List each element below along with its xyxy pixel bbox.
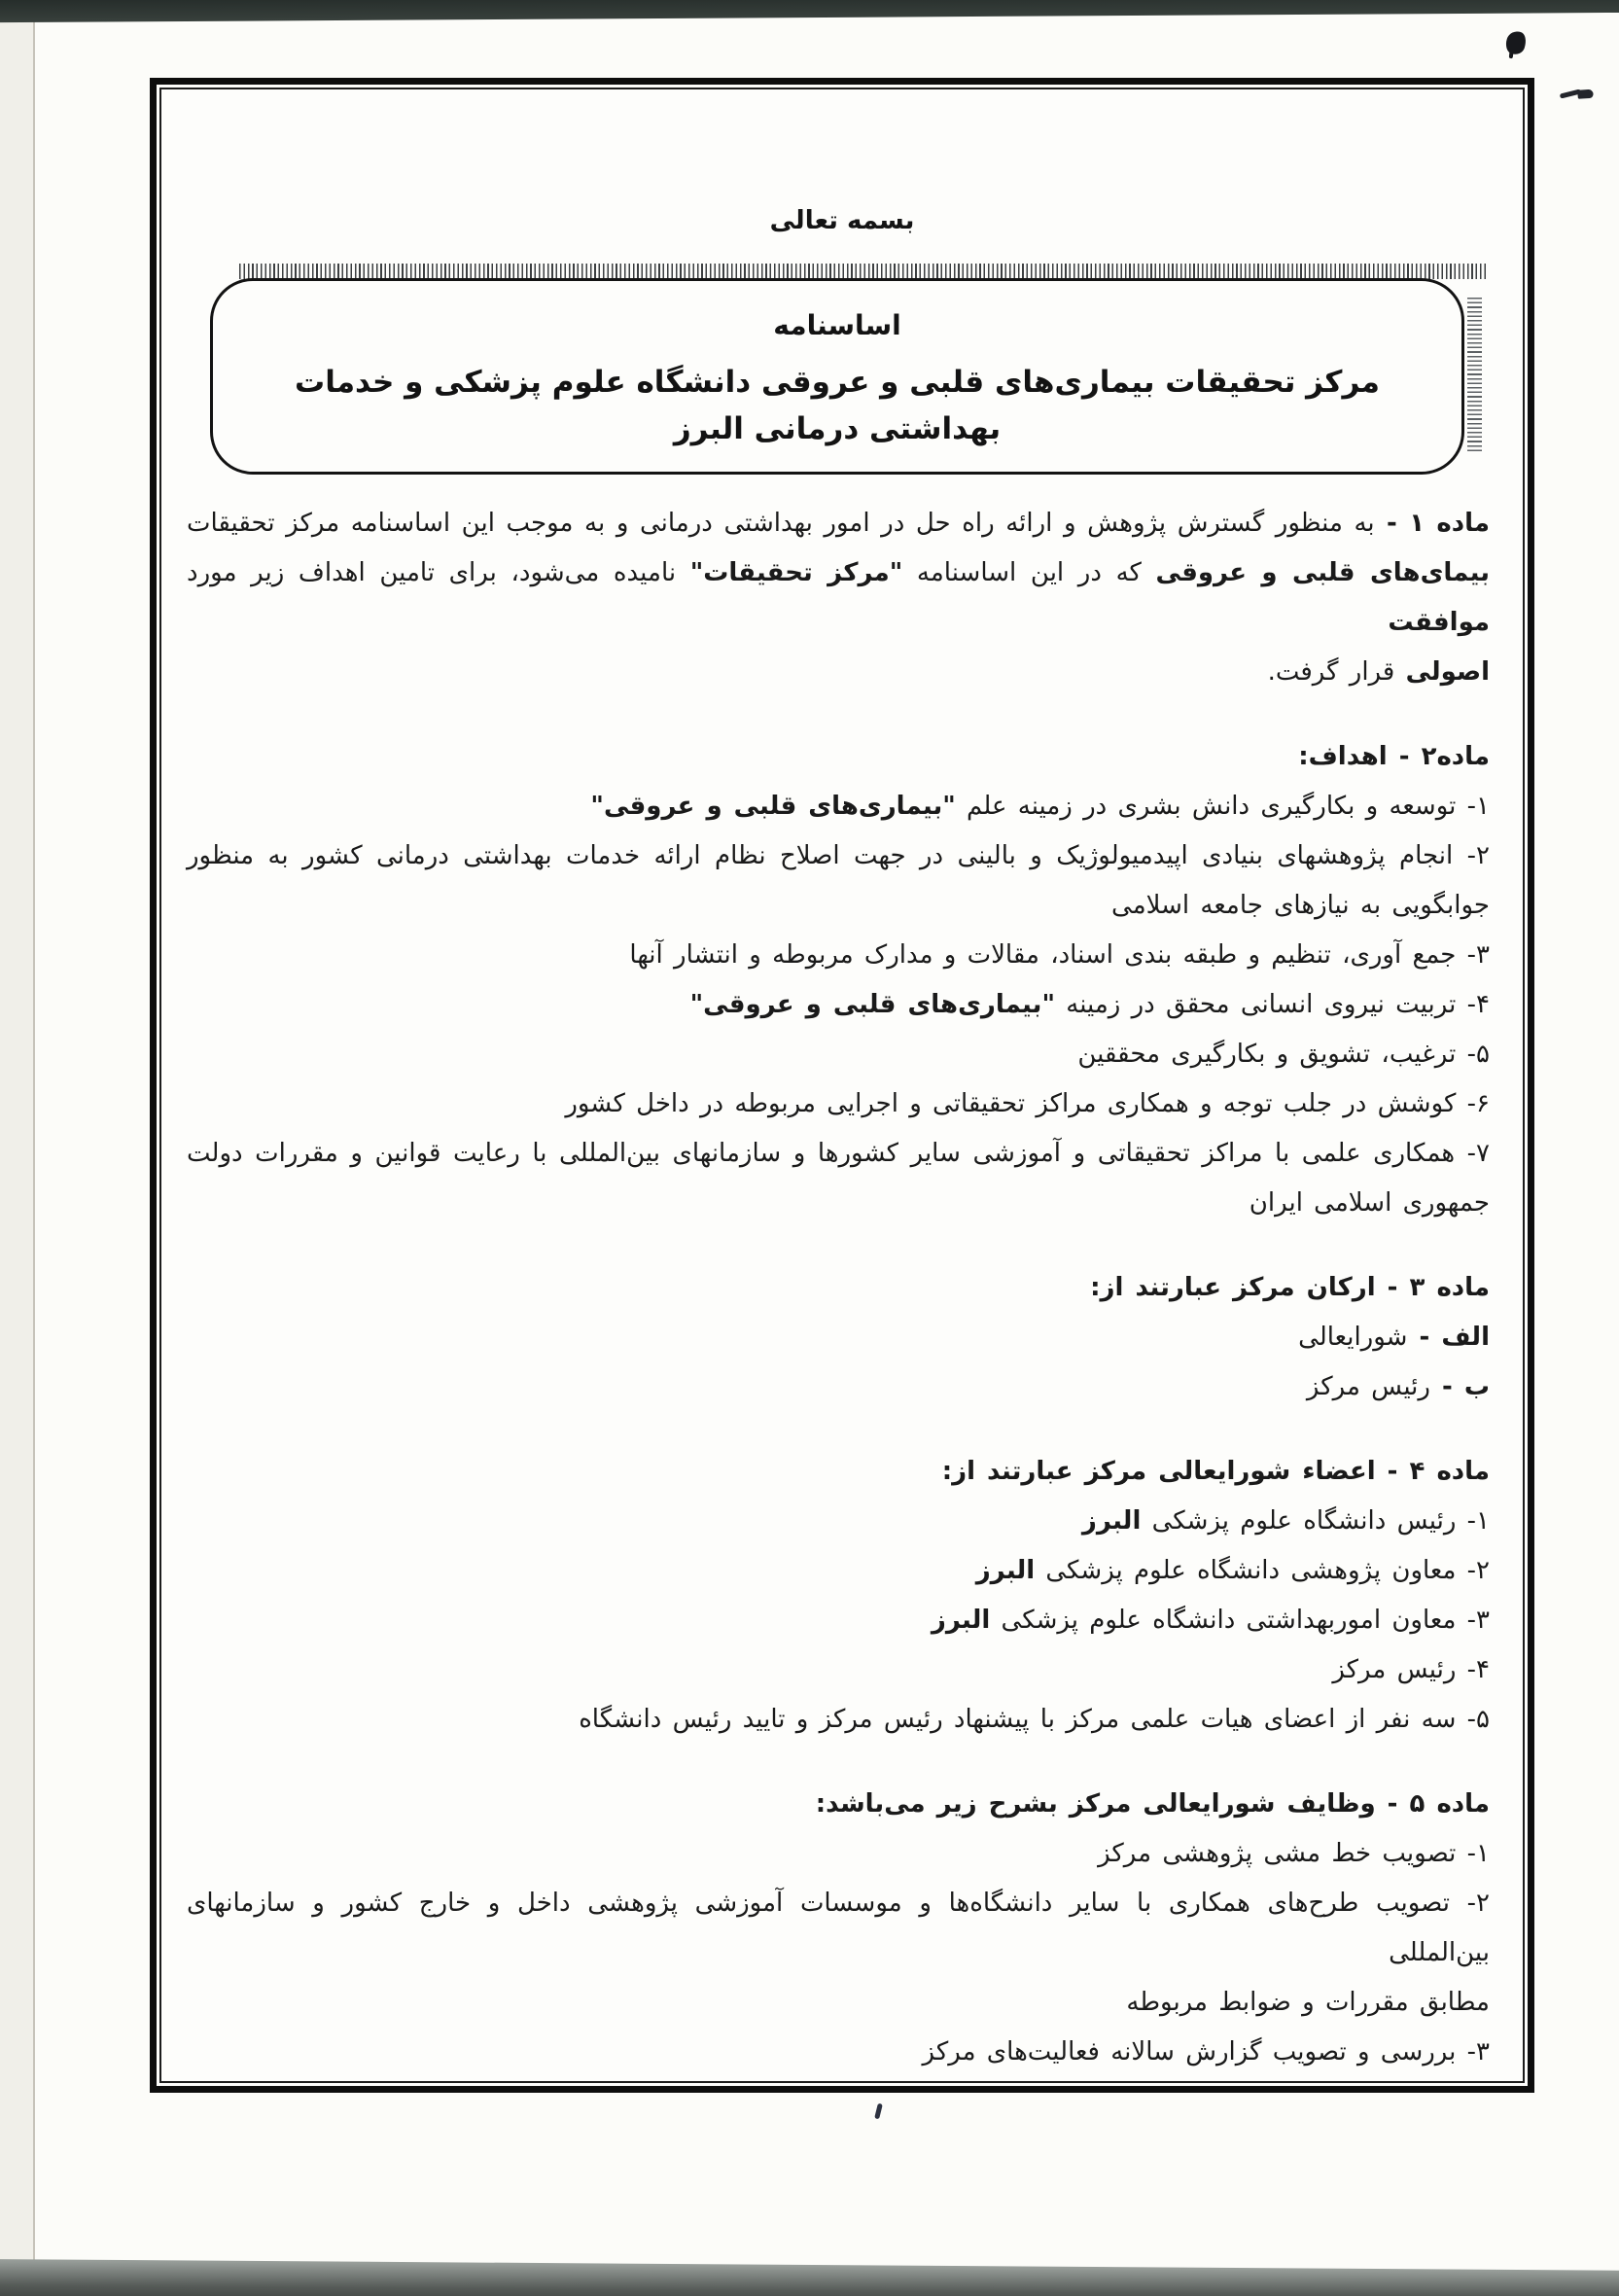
section-made-1 — [187, 499, 1490, 697]
text-run: "مرکز تحقیقات" — [689, 558, 903, 587]
text-run: ۵- سه نفر از اعضای هیات علمی مرکز با پیشنهاد رئیس مرکز و تایید رئیس دانشگاه — [579, 1705, 1490, 1734]
text-run: ۵- ترغیب، تشویق و بکارگیری محققین — [1077, 1040, 1490, 1069]
text-run: ۶- کوشش در جلب توجه و همکاری مراکز تحقیقاتی و اجرایی مربوطه در داخل کشور — [565, 1089, 1490, 1118]
article-heading — [187, 1780, 1490, 1829]
text-run: ماده ۱ - — [1374, 509, 1490, 538]
ink-smudge — [1560, 88, 1582, 98]
text-run: جوابگویی به نیازهای جامعه اسلامی — [1111, 891, 1490, 920]
text-line — [187, 1362, 1490, 1412]
text-line — [187, 1179, 1490, 1228]
bismillah-header: بسمه تعالی — [769, 206, 915, 235]
text-run: جمهوری اسلامی ایران — [1249, 1188, 1490, 1218]
text-run: ۴- رئیس مرکز — [1332, 1655, 1490, 1684]
title-box-hatch-top — [239, 264, 1488, 279]
section-made-5 — [187, 1780, 1490, 2077]
text-run: بیمای‌های قلبی و عروقی — [1155, 558, 1490, 587]
ink-speck — [874, 2103, 883, 2120]
text-run: ۳- بررسی و تصویب گزارش سالانه فعالیت‌های مرکز — [922, 2037, 1490, 2066]
article-heading — [187, 732, 1490, 782]
text-line — [187, 1695, 1490, 1745]
article-heading — [187, 1263, 1490, 1313]
ink-blot — [1503, 28, 1529, 56]
article-heading — [187, 1447, 1490, 1497]
text-line — [187, 1129, 1490, 1179]
text-line — [187, 1079, 1490, 1129]
text-line — [187, 831, 1490, 881]
text-run: رئیس مرکز — [1306, 1372, 1430, 1401]
document-body — [187, 499, 1490, 2077]
text-run: نامیده می‌شود، برای تامین اهداف زیر مورد — [187, 558, 690, 587]
text-line — [187, 1978, 1490, 2028]
text-line — [187, 1645, 1490, 1695]
text-run: "بیماری‌های قلبی و عروقی" — [689, 990, 1055, 1019]
text-line — [187, 1596, 1490, 1645]
text-run: قرار گرفت. — [1267, 657, 1406, 687]
scanner-band-bottom — [0, 2259, 1619, 2296]
text-run: موافقت — [1388, 608, 1490, 637]
text-line — [187, 931, 1490, 980]
text-run: "بیماری‌های قلبی و عروقی" — [590, 792, 956, 821]
text-run: البرز — [975, 1556, 1036, 1585]
text-run: ۱- تصویب خط مشی پژوهشی مرکز — [1098, 1839, 1490, 1868]
text-line — [187, 548, 1490, 648]
page-left-edge — [0, 16, 35, 2281]
text-run: مطابق مقررات و ضوابط مربوطه — [1126, 1988, 1490, 2017]
text-run: البرز — [1081, 1506, 1142, 1536]
text-line — [187, 1497, 1490, 1546]
section-made-3 — [187, 1263, 1490, 1412]
text-run: البرز — [931, 1606, 991, 1635]
text-line — [187, 1829, 1490, 1879]
section-made-4 — [187, 1447, 1490, 1745]
text-run: ماده ۴ - اعضاء شورایعالی مرکز عبارتند از: — [941, 1457, 1490, 1486]
text-line — [187, 1546, 1490, 1596]
text-run: الف - — [1407, 1323, 1490, 1352]
section-made-2 — [187, 732, 1490, 1228]
text-run: ۲- انجام پژوهشهای بنیادی اپیدمیولوژیک و بالینی در جهت اصلاح نظام ارائه خدمات بهداشتی درمانی کشور به منظور — [187, 841, 1490, 870]
title-box — [210, 278, 1464, 475]
text-run: ۳- جمع آوری، تنظیم و طبقه بندی اسناد، مقالات و مدارک مربوطه و انتشار آنها — [629, 940, 1490, 970]
text-run: که در این اساسنامه — [902, 558, 1156, 587]
statute-heading: اساسنامه — [773, 309, 901, 341]
text-run: اصولی — [1405, 657, 1490, 687]
text-run: ماده۲ - اهداف: — [1298, 742, 1490, 771]
text-run: ۳- معاون اموربهداشتی دانشگاه علوم پزشکی — [990, 1606, 1490, 1635]
center-title: مرکز تحقیقات بیماری‌های قلبی و عروقی دانشگاه علوم پزشکی و خدمات بهداشتی درمانی البرز — [295, 365, 1380, 446]
text-run: شورایعالی — [1298, 1323, 1408, 1352]
text-run: ب - — [1429, 1372, 1490, 1401]
text-run: به منظور گسترش پژوهش و ارائه راه حل در امور بهداشتی درمانی و به موجب این اساسنامه مرکز تحقیقات — [187, 509, 1375, 538]
text-run: ۱- رئیس دانشگاه علوم پزشکی — [1141, 1506, 1490, 1536]
text-line — [187, 1030, 1490, 1079]
text-line — [187, 648, 1490, 697]
text-line — [187, 881, 1490, 931]
text-line — [187, 1313, 1490, 1362]
text-line — [187, 2028, 1490, 2077]
text-run: ۷- همکاری علمی با مراکز تحقیقاتی و آموزشی سایر کشورها و سازمانهای بین‌المللی با رعایت قوانین و مقررات دولت — [187, 1139, 1490, 1168]
text-run: ۲- معاون پژوهشی دانشگاه علوم پزشکی — [1035, 1556, 1490, 1585]
scanner-band-top — [0, 0, 1619, 22]
text-line — [187, 980, 1490, 1030]
text-run: ماده ۵ - وظایف شورایعالی مرکز بشرح زیر می‌باشد: — [815, 1789, 1490, 1819]
text-line — [187, 1879, 1490, 1978]
text-run: ۴- تربیت نیروی انسانی محقق در زمینه — [1054, 990, 1490, 1019]
text-run: ماده ۳ - ارکان مرکز عبارتند از: — [1090, 1273, 1490, 1302]
title-box-hatch-right — [1467, 298, 1482, 451]
text-line — [187, 782, 1490, 831]
text-run: ۲- تصویب طرح‌های همکاری با سایر دانشگاه‌ها و موسسات آموزشی پژوهشی داخل و خارج کشور و سازمانهای بین‌المللی — [187, 1889, 1490, 1967]
text-run: ۱- توسعه و بکارگیری دانش بشری در زمینه علم — [955, 792, 1490, 821]
text-line — [187, 499, 1490, 548]
